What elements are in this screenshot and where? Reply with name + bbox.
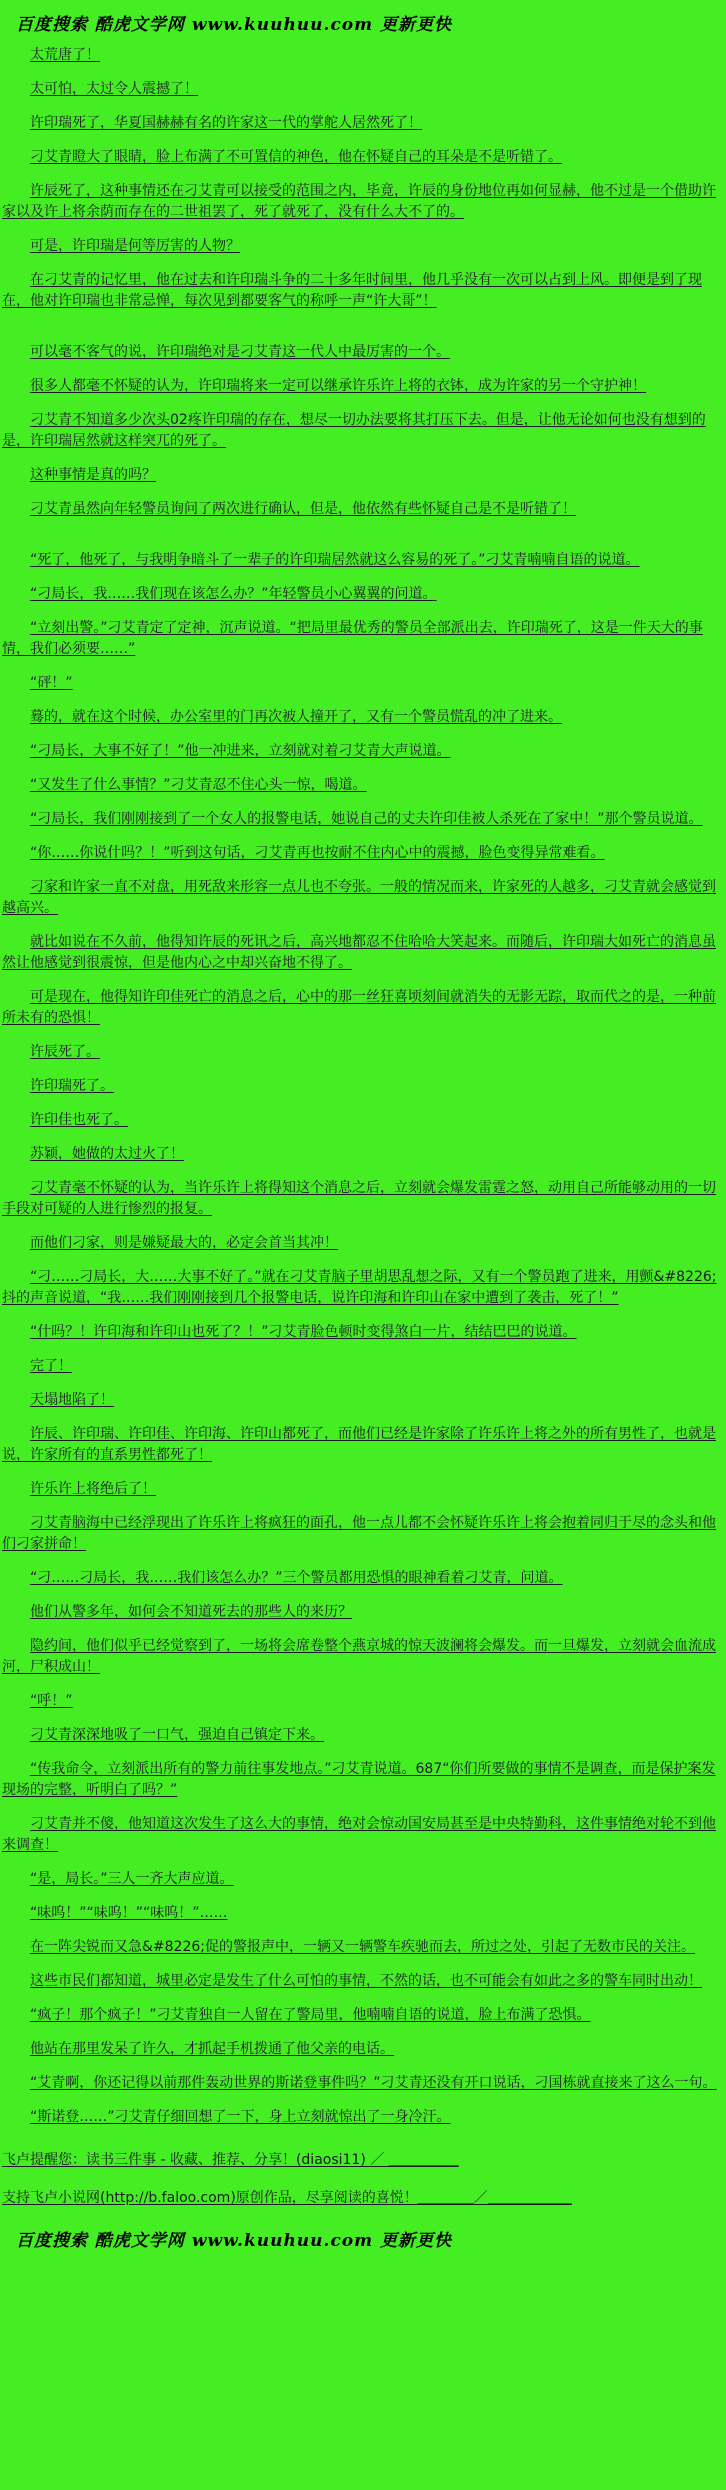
site-banner-bottom: 百度搜索 酷虎文学网 www.kuuhuu.com 更新更快 (16, 2231, 453, 2251)
novel-paragraph: “砰！” (30, 675, 73, 691)
novel-paragraph: 完了！ (30, 1358, 72, 1374)
novel-paragraph: 许印瑞死了，华夏国赫赫有名的许家这一代的掌舵人居然死了！ (30, 115, 422, 131)
novel-paragraph: 就比如说在不久前，他得知许辰的死讯之后，高兴地都忍不住哈哈大笑起来。而随后，许印瑞大如死亡的消息虽然让他感觉到很震惊，但是他内心之中却兴奋地不得了。 (2, 934, 716, 971)
page-footer (2, 2150, 724, 2209)
novel-paragraph: 刁艾青不知道多少次头02疼许印瑞的存在，想尽一切办法要将其打压下去。但是，让他无论如何也没有想到的是，许印瑞居然就这样突兀的死了。 (2, 412, 706, 449)
novel-paragraph: 许印佳也死了。 (30, 1112, 128, 1128)
novel-paragraph: 许辰、许印瑞、许印佳、许印海、许印山都死了，而他们已经是许家除了许乐许上将之外的所有男性了，也就是说，许家所有的直系男性都死了！ (2, 1426, 716, 1463)
novel-paragraph: 太荒唐了！ (30, 47, 100, 63)
novel-paragraph: 刁艾青毫不怀疑的认为，当许乐许上将得知这个消息之后，立刻就会爆发雷霆之怒，动用自己所能够动用的一切手段对可疑的人进行惨烈的报复。 (2, 1180, 716, 1217)
novel-paragraph: 苏颖，她做的太过火了！ (30, 1146, 184, 1162)
novel-paragraph: 天塌地陷了！ (30, 1392, 114, 1408)
novel-paragraph: “刁局长，大事不好了！”他一冲进来，立刻就对着刁艾青大声说道。 (30, 743, 451, 759)
novel-paragraph: 许辰死了。 (30, 1044, 100, 1060)
novel-paragraph: 太可怕，太过令人震撼了！ (30, 81, 198, 97)
novel-paragraph: 很多人都毫不怀疑的认为，许印瑞将来一定可以继承许乐许上将的衣钵，成为许家的另一个守护神！ (30, 378, 646, 394)
novel-paragraph: “呼！” (30, 1693, 73, 1709)
novel-paragraph: 这种事情是真的吗？ (30, 467, 156, 483)
novel-paragraph: “立刻出警。”刁艾青定了定神，沉声说道。“把局里最优秀的警员全部派出去，许印瑞死了，这是一件天大的事情，我们必须要……” (2, 620, 703, 657)
novel-paragraph: “又发生了什么事情？”刁艾青忍不住心头一惊，喝道。 (30, 777, 367, 793)
novel-paragraph: 可是现在，他得知许印佳死亡的消息之后，心中的那一丝狂喜顷刻间就消失的无影无踪，取而代之的是，一种前所未有的恐惧！ (2, 989, 716, 1026)
novel-paragraph: 许印瑞死了。 (30, 1078, 114, 1094)
novel-paragraph: “什吗？！许印海和许印山也死了？！”刁艾青脸色顿时变得煞白一片，结结巴巴的说道。 (30, 1324, 577, 1340)
novel-paragraph: “是，局长。”三人一齐大声应道。 (30, 1871, 234, 1887)
novel-paragraph: “死了，他死了，与我明争暗斗了一辈子的许印瑞居然就这么容易的死了。”刁艾青喃喃自语的说道。 (30, 552, 640, 568)
novel-paragraph: 在一阵尖锐而又急&#8226;促的警报声中，一辆又一辆警车疾驰而去，所过之处，引起了无数市民的关注。 (30, 1939, 695, 1955)
novel-content (2, 45, 724, 2128)
novel-paragraph: 许辰死了，这种事情还在刁艾青可以接受的范围之内，毕竟，许辰的身份地位再如何显赫，他不过是一个借助许家以及许上将余荫而存在的二世祖罢了，死了就死了，没有什么大不了的。 (2, 183, 716, 220)
novel-paragraph: 蓦的，就在这个时候，办公室里的门再次被人撞开了，又有一个警员慌乱的冲了进来。 (30, 709, 562, 725)
novel-paragraph: 他站在那里发呆了许久，才抓起手机拨通了他父亲的电话。 (30, 2041, 394, 2057)
novel-paragraph: 刁家和许家一直不对盘，用死敌来形容一点儿也不夸张。一般的情况而来，许家死的人越多，刁艾青就会感觉到越高兴。 (2, 879, 716, 916)
novel-paragraph: 刁艾青瞪大了眼睛，脸上布满了不可置信的神色，他在怀疑自己的耳朵是不是听错了。 (30, 149, 562, 165)
novel-paragraph: “刁局长，我们刚刚接到了一个女人的报警电话，她说自己的丈夫许印佳被人杀死在了家中！”那个警员说道。 (30, 811, 703, 827)
novel-paragraph: 他们从警多年，如何会不知道死去的那些人的来历？ (30, 1604, 352, 1620)
novel-paragraph: 这些市民们都知道，城里必定是发生了什么可怕的事情，不然的话，也不可能会有如此之多的警车同时出动！ (30, 1973, 702, 1989)
novel-paragraph: “艾青啊，你还记得以前那件轰动世界的斯诺登事件吗？”刁艾青还没有开口说话，刁国栋就直接来了这么一句。 (30, 2075, 717, 2091)
novel-paragraph: 刁艾青虽然向年轻警员询问了两次进行确认，但是，他依然有些怀疑自己是不是听错了！ (30, 501, 576, 517)
site-banner-top: 百度搜索 酷虎文学网 www.kuuhuu.com 更新更快 (16, 15, 453, 35)
novel-paragraph: “味呜！”“味呜！”“味呜！”…… (30, 1905, 228, 1921)
footer-reminder: 飞卢提醒您：读书三件事 - 收藏、推荐、分享！(diaosi11) ／ ＿＿＿＿＿ (2, 2152, 459, 2168)
novel-paragraph: 刁艾青深深地吸了一口气，强迫自己镇定下来。 (30, 1727, 324, 1743)
novel-paragraph: “疯子！那个疯子！”刁艾青独自一人留在了警局里，他喃喃自语的说道，脸上布满了恐惧。 (30, 2007, 591, 2023)
novel-paragraph: “你……你说什吗？！”听到这句话，刁艾青再也按耐不住内心中的震撼，脸色变得异常难看。 (30, 845, 605, 861)
footer-support-faloo: 支持飞卢小说网(http://b.faloo.com)原创作品，尽享阅读的喜悦！＿＿＿＿／＿＿＿＿＿＿ (2, 2190, 572, 2206)
novel-paragraph: 隐约间，他们似乎已经觉察到了，一场将会席卷整个燕京城的惊天波澜将会爆发。而一旦爆发，立刻就会血流成河，尸积成山！ (2, 1638, 716, 1675)
novel-paragraph: “斯诺登……”刁艾青仔细回想了一下，身上立刻就惊出了一身冷汗。 (30, 2109, 451, 2125)
novel-paragraph: 刁艾青并不傻，他知道这次发生了这么大的事情，绝对会惊动国安局甚至是中央特勤科，这件事情绝对轮不到他来调查！ (2, 1816, 716, 1853)
novel-paragraph: 可以毫不客气的说，许印瑞绝对是刁艾青这一代人中最厉害的一个。 (30, 344, 450, 360)
novel-paragraph: “刁……刁局长，我……我们该怎么办？”三个警员都用恐惧的眼神看着刁艾青，问道。 (30, 1570, 563, 1586)
novel-paragraph: 在刁艾青的记忆里，他在过去和许印瑞斗争的二十多年时间里，他几乎没有一次可以占到上风。即便是到了现在，他对许印瑞也非常忌惮，每次见到都要客气的称呼一声“许大哥”！ (2, 272, 702, 309)
novel-paragraph: 可是，许印瑞是何等厉害的人物？ (30, 238, 240, 254)
novel-paragraph: 许乐许上将绝后了！ (30, 1481, 156, 1497)
novel-paragraph: “刁……刁局长，大……大事不好了。”就在刁艾青脑子里胡思乱想之际，又有一个警员跑了进来，用颤&#8226;抖的声音说道，“我……我们刚刚接到几个报警电话，说许印海和许印山在家中遭到了袭击，死了！” (2, 1269, 717, 1306)
novel-paragraph: 而他们刁家，则是嫌疑最大的，必定会首当其冲！ (30, 1235, 338, 1251)
novel-paragraph: 刁艾青脑海中已经浮现出了许乐许上将疯狂的面孔，他一点儿都不会怀疑许乐许上将会抱着同归于尽的念头和他们刁家拼命！ (2, 1515, 716, 1552)
novel-paragraph: “刁局长，我……我们现在该怎么办？”年轻警员小心翼翼的问道。 (30, 586, 437, 602)
novel-paragraph: “传我命令，立刻派出所有的警力前往事发地点。”刁艾青说道。687“你们所要做的事情不是调查，而是保护案发现场的完整，听明白了吗？” (2, 1761, 716, 1798)
